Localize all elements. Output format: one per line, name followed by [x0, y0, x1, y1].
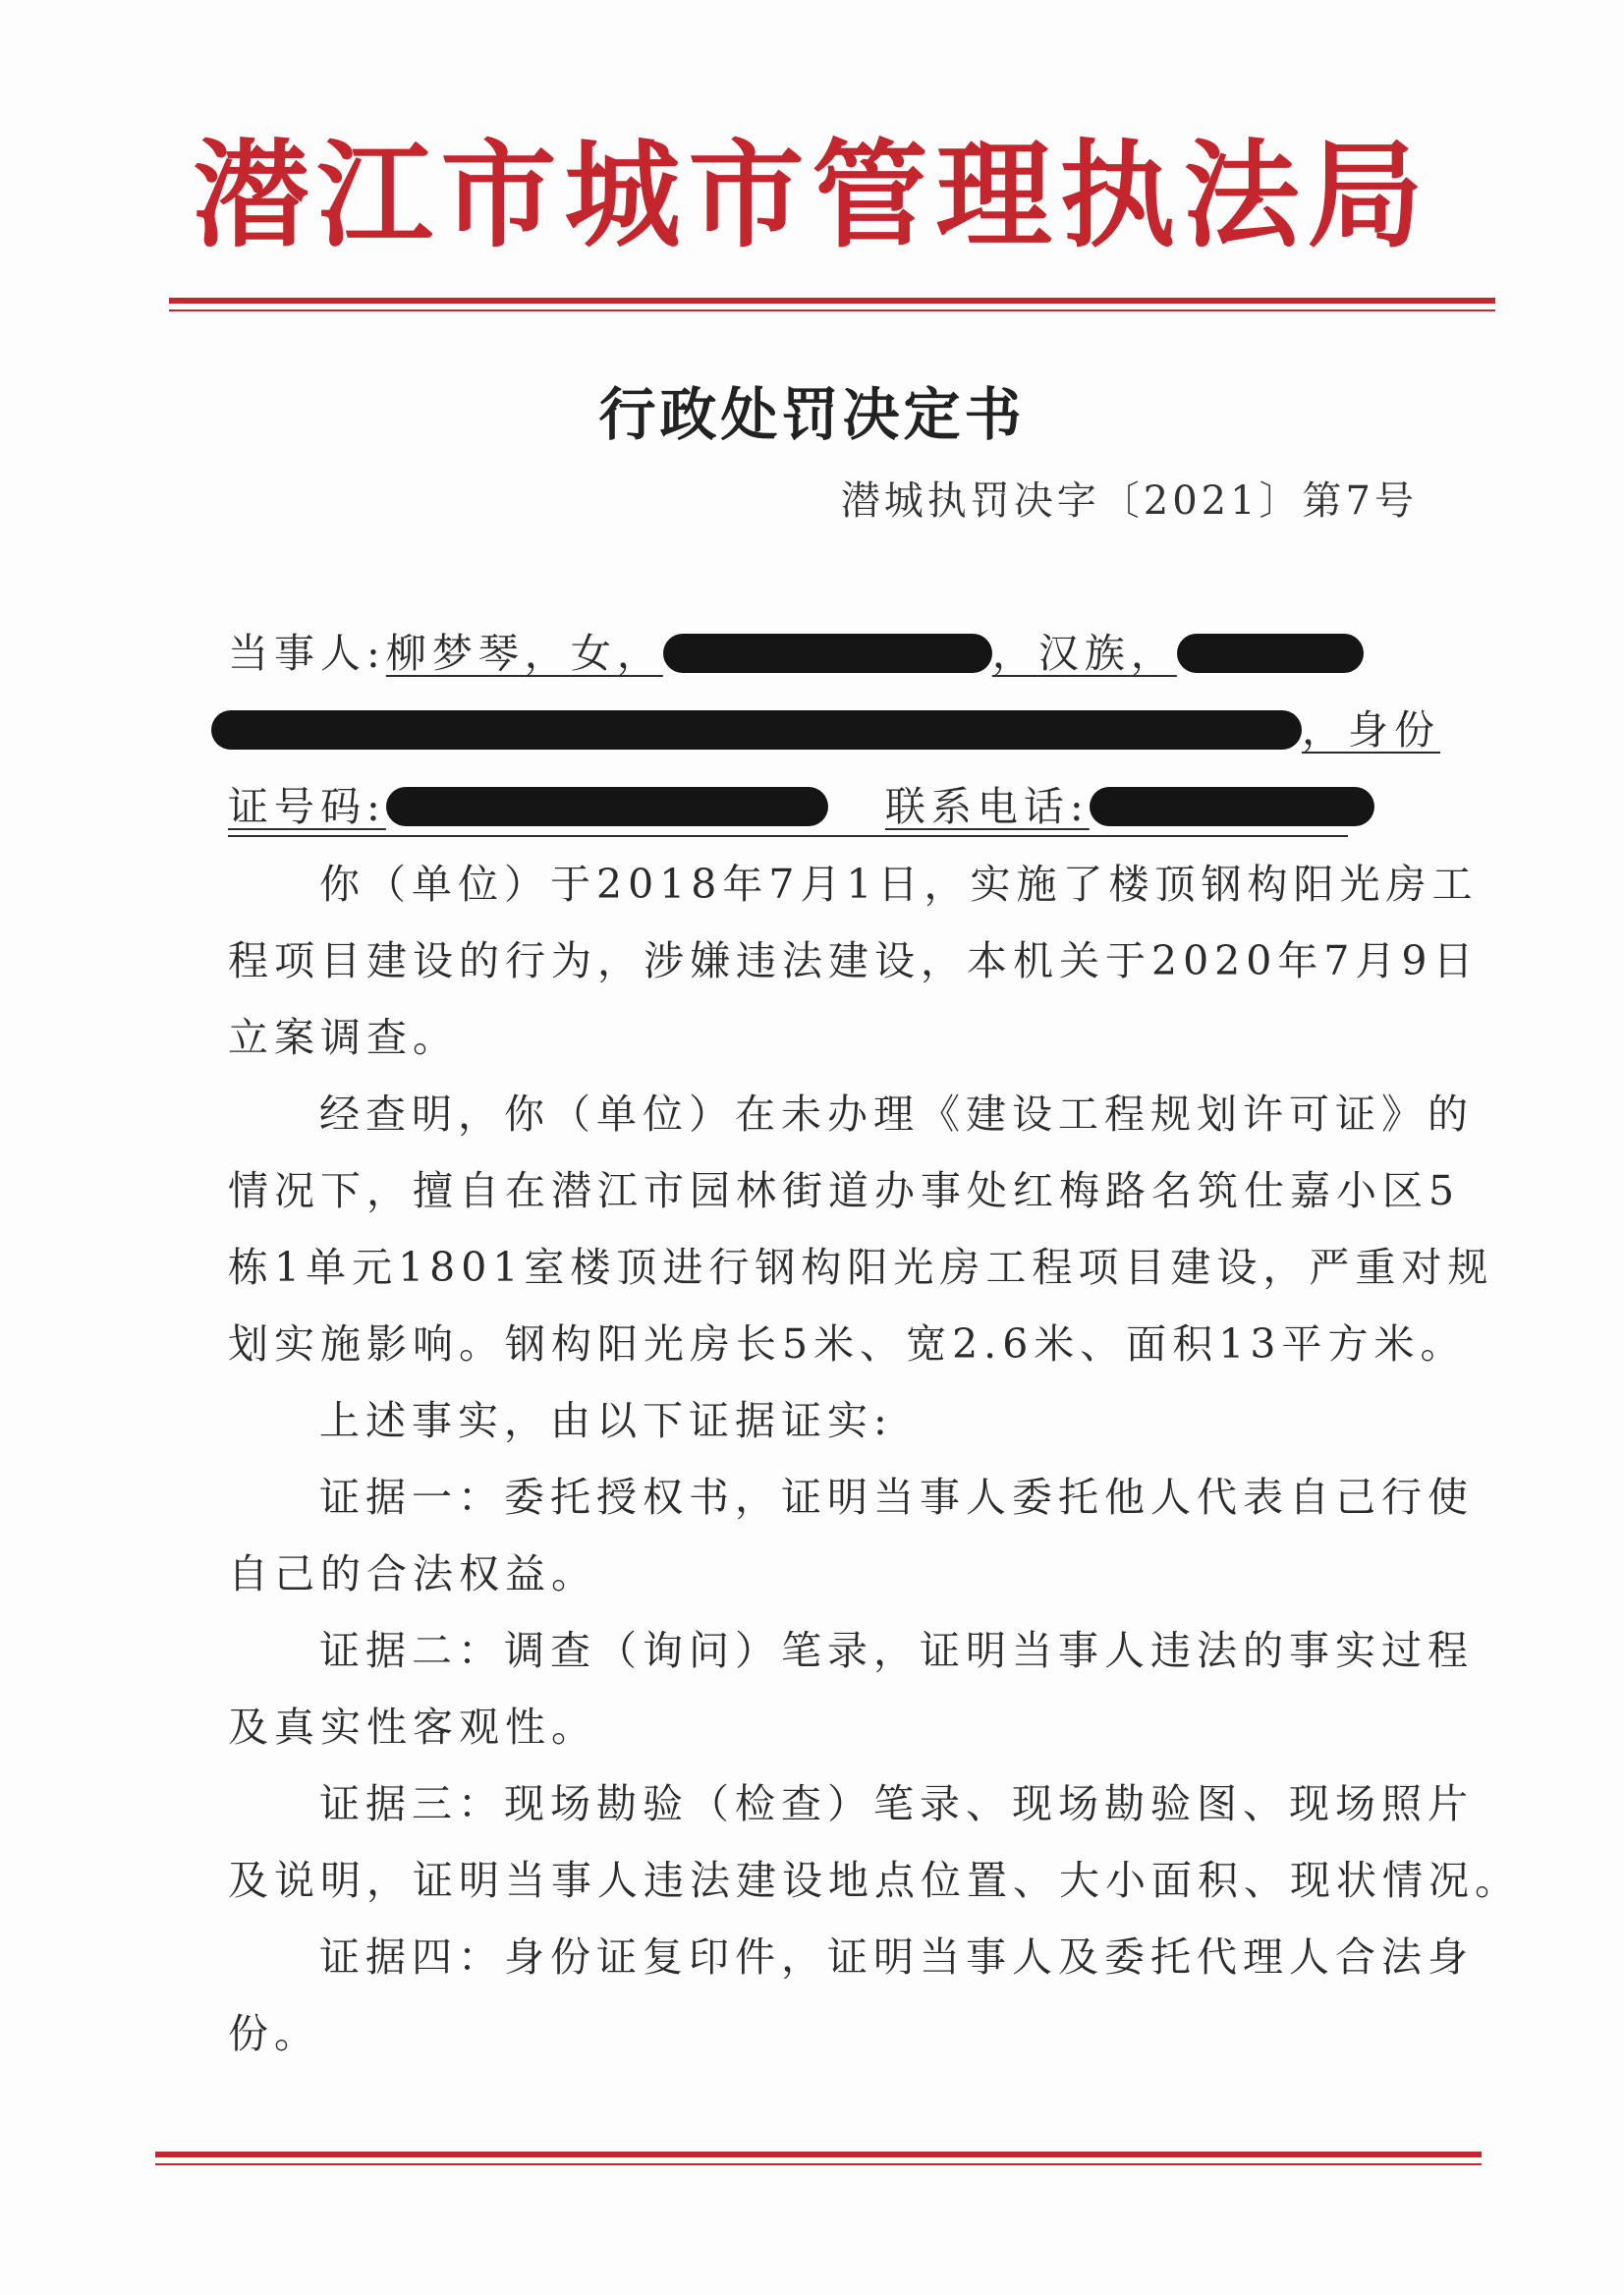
footer-rule-thick [155, 2152, 1482, 2157]
evidence-4-line-2: 份。 [228, 2010, 320, 2057]
evidence-3-line-1: 证据三：现场勘验（检查）笔录、现场勘验图、现场照片 [319, 1780, 1474, 1827]
letterhead-rule-thin [169, 309, 1495, 311]
evidence-2-line-2: 及真实性客观性。 [228, 1704, 597, 1751]
letterhead-rule-thick [169, 298, 1495, 304]
paragraph-1-line-3: 立案调查。 [228, 1014, 459, 1061]
agency-letterhead: 潜江市城市管理执法局 [193, 128, 1431, 263]
party-label: 当事人: [228, 630, 386, 677]
paragraph-3-line-1: 上述事实，由以下证据证实: [319, 1397, 893, 1444]
evidence-1-line-1: 证据一：委托授权书，证明当事人委托他人代表自己行使 [319, 1474, 1474, 1521]
party-line-2: ，身份 [211, 710, 1440, 751]
footer-rule-thin [155, 2163, 1482, 2165]
party-underline [228, 835, 1348, 837]
paragraph-2-line-1: 经查明，你（单位）在未办理《建设工程规划许可证》的 [319, 1091, 1474, 1138]
paragraph-1-line-1: 你（单位）于2018年7月1日，实施了楼顶钢构阳光房工 [319, 861, 1479, 908]
paragraph-2-line-3: 栋1单元1801室楼顶进行钢构阳光房工程项目建设，严重对规 [228, 1244, 1494, 1291]
party-gender: 女 [570, 630, 617, 677]
redacted-address [211, 710, 1302, 750]
paragraph-2-line-2: 情况下，擅自在潜江市园林街道办事处红梅路名筑仕嘉小区5 [228, 1167, 1461, 1214]
phone-label: 联系电话: [884, 783, 1090, 830]
party-line-1: 当事人:柳梦琴，女， ，汉族， [228, 634, 1364, 674]
paragraph-1-line-2: 程项目建设的行为，涉嫌违法建设，本机关于2020年7月9日 [228, 937, 1480, 984]
document-number: 潜城执罚决字〔2021〕第7号 [840, 478, 1418, 524]
evidence-1-line-2: 自己的合法权益。 [228, 1550, 597, 1597]
document-title: 行政处罚决定书 [598, 381, 1026, 448]
evidence-4-line-1: 证据四：身份证复印件，证明当事人及委托代理人合法身 [319, 1933, 1474, 1981]
redacted-id-number [386, 787, 828, 826]
redacted-birthdate [663, 634, 992, 673]
evidence-2-line-1: 证据二：调查（询问）笔录，证明当事人违法的事实过程 [319, 1627, 1474, 1674]
redacted-address-start [1177, 634, 1364, 673]
redacted-phone [1090, 787, 1374, 826]
id-label: 身份 [1348, 706, 1440, 754]
id-label-2: 证号码: [228, 783, 386, 830]
party-name: 柳梦琴 [385, 630, 525, 677]
paragraph-2-line-4: 划实施影响。钢构阳光房长5米、宽2.6米、面积13平方米。 [228, 1320, 1467, 1368]
party-line-3 [228, 783, 1374, 830]
evidence-3-line-2: 及说明，证明当事人违法建设地点位置、大小面积、现状情况。 [228, 1857, 1521, 1904]
party-ethnicity: 汉族 [1037, 630, 1131, 677]
